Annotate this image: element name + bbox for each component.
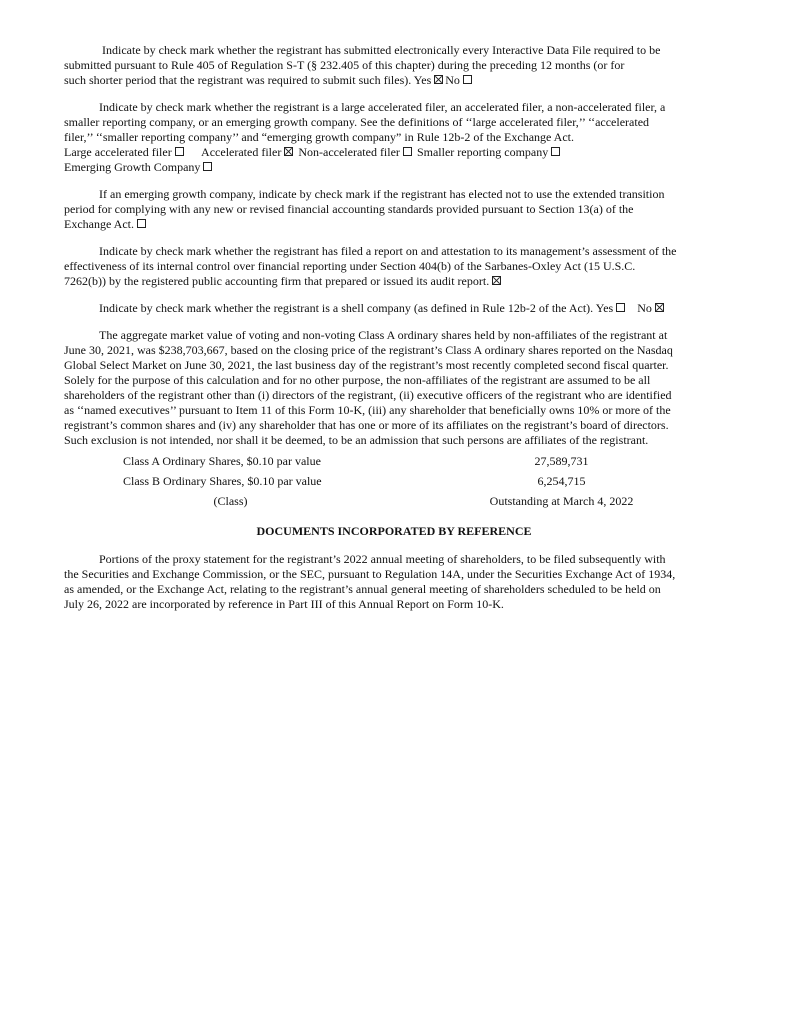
paragraph-line-text: Exchange Act. — [64, 217, 134, 231]
interactive-data-paragraph — [64, 43, 724, 88]
no-checkbox[interactable] — [463, 75, 472, 84]
paragraph-line: Such exclusion is not intended, nor shall it be deemed, to be an admission that such persons are affiliates of the registrant. — [64, 433, 649, 447]
paragraph-line: Solely for the purpose of this calculation and for no other purpose, the non-affiliates of the registrant are assumed to be all — [64, 373, 651, 387]
paragraph-line: Global Select Market on June 30, 2021, the last business day of the registrant’s most recently completed second fiscal quarter. — [64, 358, 669, 372]
paragraph-line: shareholders of the registrant other than (i) directors of the registrant, (ii) executive officers of the registrant who are identified — [64, 388, 672, 402]
emerging-growth-company-checkbox[interactable] — [203, 162, 212, 171]
paragraph-line — [64, 217, 724, 232]
paragraph-line: Indicate by check mark whether the registrant has filed a report on and attestation to its management’s assessment of the — [99, 244, 677, 258]
paragraph-line: period for complying with any new or revised financial accounting standards provided pursuant to Section 13(a) of the — [64, 202, 634, 216]
paragraph-line: Indicate by check mark whether the registrant has submitted electronically every Interactive Data File required to be — [102, 43, 661, 57]
paragraph-line: The aggregate market value of voting and non-voting Class A ordinary shares held by non-affiliates of the registrant at — [99, 328, 668, 342]
documents-incorporated-heading: DOCUMENTS INCORPORATED BY REFERENCE — [256, 524, 532, 538]
paragraph-line: the Securities and Exchange Commission, or the SEC, pursuant to Regulation 14A, under the Securities Exchange Act of 1934, — [64, 567, 676, 581]
paragraph-line: as amended, or the Exchange Act, relating to the registrant’s annual general meeting of shareholders scheduled to be held on — [64, 582, 661, 596]
shell-no-checkbox-checked[interactable] — [655, 303, 664, 312]
share-count-cell: 6,254,715 — [537, 474, 586, 488]
share-class-cell: Class B Ordinary Shares, $0.10 par value — [123, 474, 322, 488]
table-footer-row — [64, 494, 724, 512]
paragraph-line: as ‘‘named executives’’ pursuant to Item 11 of this Form 10-K, (iii) any shareholder that beneficially owns 10% or more of the — [64, 403, 671, 417]
attestation-checkbox-checked[interactable] — [492, 276, 501, 285]
no-label: No — [445, 73, 460, 87]
paragraph-line — [64, 274, 724, 289]
transition-period-paragraph — [64, 187, 724, 232]
market-value-paragraph — [64, 328, 724, 448]
paragraph-line — [64, 301, 724, 316]
smaller-reporting-company-checkbox[interactable] — [551, 147, 560, 156]
smaller-reporting-company-label: Smaller reporting company — [416, 145, 549, 159]
paragraph-line: Indicate by check mark whether the registrant is a large accelerated filer, an accelerated filer, a non-accelerated filer, a — [99, 100, 666, 114]
accelerated-filer-label: Accelerated filer — [201, 145, 282, 159]
transition-checkbox[interactable] — [137, 219, 146, 228]
yes-checkbox-checked[interactable] — [434, 75, 443, 84]
paragraph-line: Portions of the proxy statement for the registrant’s 2022 annual meeting of shareholders, to be filed subsequently with — [99, 552, 666, 566]
paragraph-line — [64, 73, 724, 88]
paragraph-line: submitted pursuant to Rule 405 of Regulation S-T (§ 232.405 of this chapter) during the preceding 12 months (or for — [64, 58, 625, 72]
shell-no-label: No — [637, 301, 652, 315]
paragraph-line-text: 7262(b)) by the registered public accounting firm that prepared or issued its audit report. — [64, 274, 490, 288]
filer-status-paragraph — [64, 100, 724, 175]
accelerated-filer-checkbox-checked[interactable] — [284, 147, 293, 156]
shares-outstanding-table — [64, 454, 724, 514]
paragraph-line: filer,’’ ‘‘smaller reporting company’’ and “emerging growth company” in Rule 12b-2 of the Exchange Act. — [64, 130, 575, 144]
paragraph-line: If an emerging growth company, indicate by check mark if the registrant has elected not to use the extended transition — [99, 187, 665, 201]
document-page — [64, 43, 724, 612]
paragraph-line: registrant’s common shares and (iv) any shareholder that has one or more of its affiliates on the registrant’s board of directors. — [64, 418, 669, 432]
large-accelerated-filer-label: Large accelerated filer — [64, 145, 172, 159]
paragraph-line: June 30, 2021, was $238,703,667, based on the closing price of the registrant’s Class A ordinary shares reported on the Nasdaq — [64, 343, 673, 357]
table-row — [64, 454, 724, 472]
paragraph-line-text: such shorter period that the registrant was required to submit such files). Yes — [64, 73, 432, 87]
paragraph-line-text: Indicate by check mark whether the registrant is a shell company (as defined in Rule 12b-2 of the Act). Yes — [99, 301, 614, 315]
table-row — [64, 474, 724, 492]
shell-company-paragraph — [64, 301, 724, 316]
paragraph-line: smaller reporting company, or an emerging growth company. See the definitions of ‘‘large accelerated filer,’’ ‘‘accelerated — [64, 115, 650, 129]
class-column-caption: (Class) — [213, 494, 248, 508]
shell-yes-checkbox[interactable] — [616, 303, 625, 312]
proxy-statement-paragraph — [64, 552, 724, 612]
large-accelerated-filer-checkbox[interactable] — [175, 147, 184, 156]
paragraph-line: effectiveness of its internal control over financial reporting under Section 404(b) of the Sarbanes-Oxley Act (15 U.S.C. — [64, 259, 636, 273]
non-accelerated-filer-checkbox[interactable] — [403, 147, 412, 156]
emerging-growth-company-label: Emerging Growth Company — [64, 160, 201, 174]
share-class-cell: Class A Ordinary Shares, $0.10 par value — [123, 454, 321, 468]
filer-options-row — [64, 145, 724, 160]
outstanding-column-caption: Outstanding at March 4, 2022 — [489, 494, 634, 508]
paragraph-line: July 26, 2022 are incorporated by reference in Part III of this Annual Report on Form 10-K. — [64, 597, 504, 611]
emerging-growth-row — [64, 160, 724, 175]
attestation-paragraph — [64, 244, 724, 289]
share-count-cell: 27,589,731 — [534, 454, 589, 468]
non-accelerated-filer-label: Non-accelerated filer — [298, 145, 400, 159]
